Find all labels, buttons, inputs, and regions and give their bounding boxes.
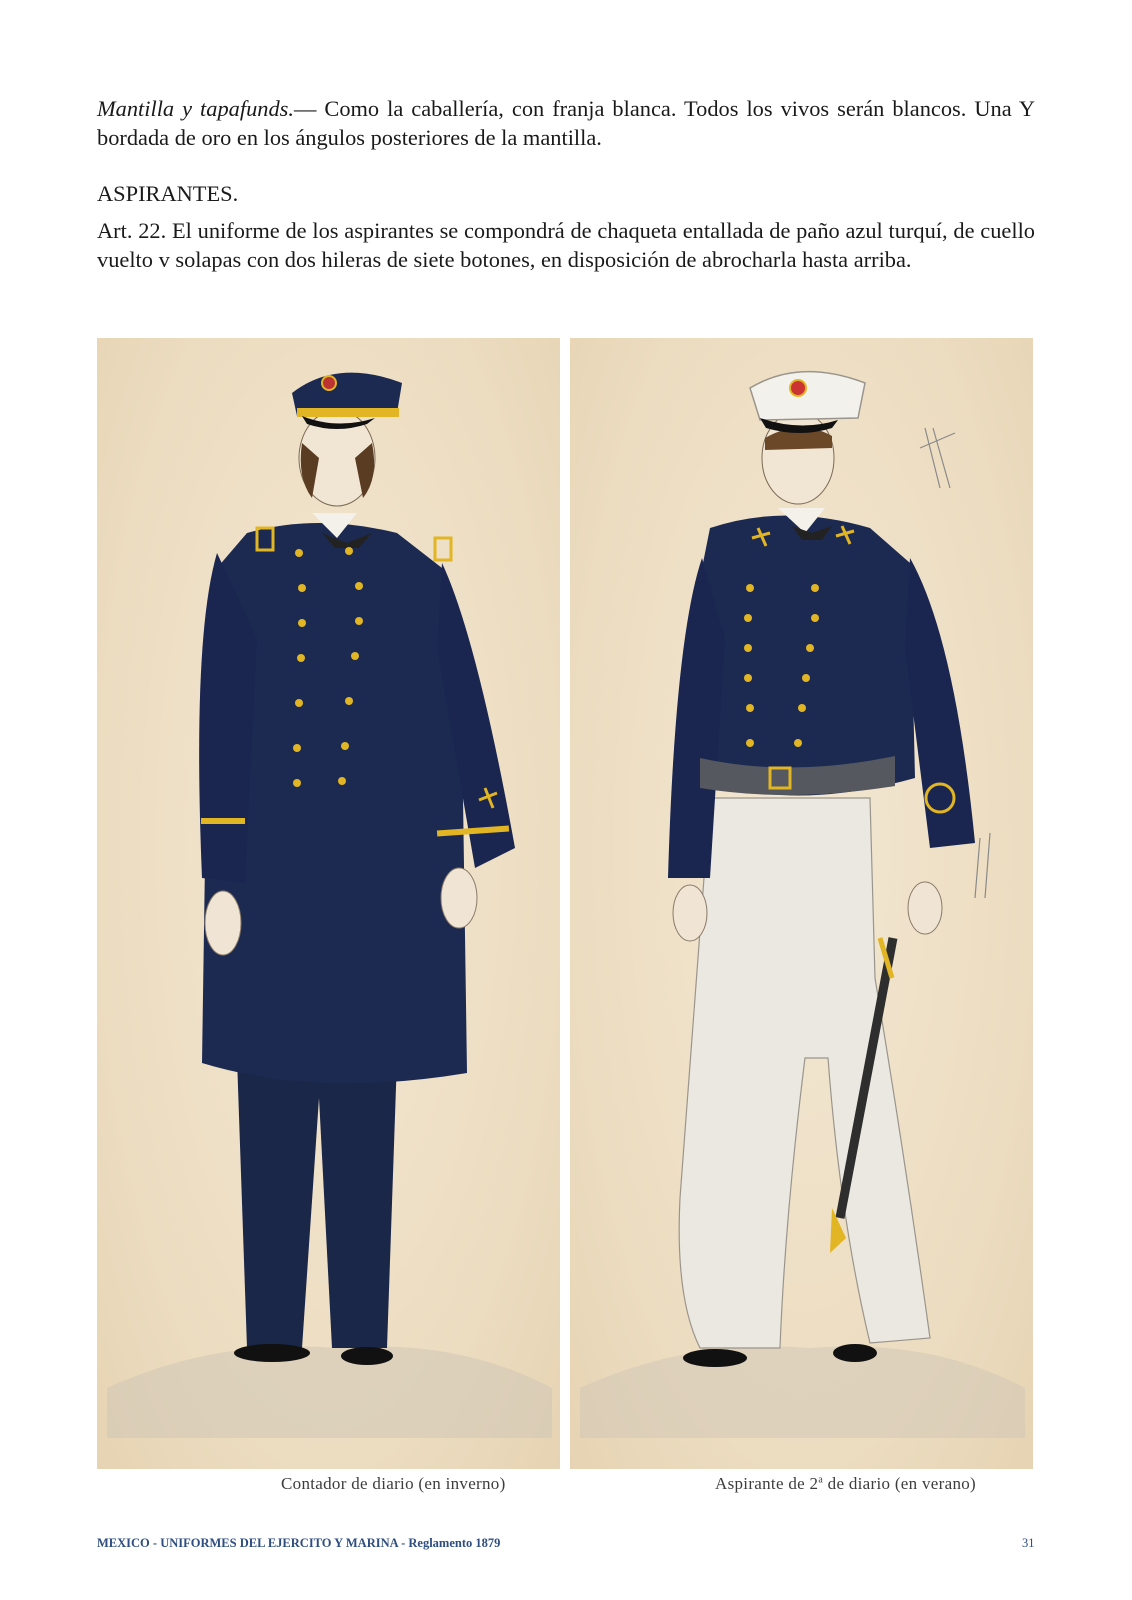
section-heading: ASPIRANTES. xyxy=(97,181,239,206)
article-paragraph: Art. 22. El uniforme de los aspirantes se compondrá de chaqueta entallada de paño azul turquí, de cuello vuelto v solapas con dos hileras de siete botones, en disposición de abrocharla hasta arriba. xyxy=(97,218,1035,272)
paragraph-text: — Como la caballería, con franja blanca. Todos los vivos serán blancos. Una Y bordada de oro en los ángulos posteriores de la mantilla. xyxy=(97,96,1035,150)
caption-contador: Contador de diario (en inverno) xyxy=(281,1474,506,1493)
caption-aspirante xyxy=(715,1474,976,1494)
caption-aspirante-superscript: a xyxy=(818,1474,824,1486)
contador-figure-drawing xyxy=(97,338,560,1469)
illustration-contador xyxy=(97,338,560,1469)
caption-aspirante-rest: de diario (en verano) xyxy=(823,1474,977,1493)
aspirante-figure-drawing xyxy=(570,338,1033,1469)
page-number: 31 xyxy=(1022,1536,1035,1550)
illustration-aspirante xyxy=(570,338,1033,1469)
paragraph-lead-italic: Mantilla y tapafunds. xyxy=(97,96,294,121)
footer-title: MEXICO - UNIFORMES DEL EJERCITO Y MARINA - Reglamento 1879 xyxy=(97,1536,501,1550)
caption-aspirante-main: Aspirante de 2 xyxy=(715,1474,819,1493)
intro-paragraph xyxy=(97,94,1035,152)
